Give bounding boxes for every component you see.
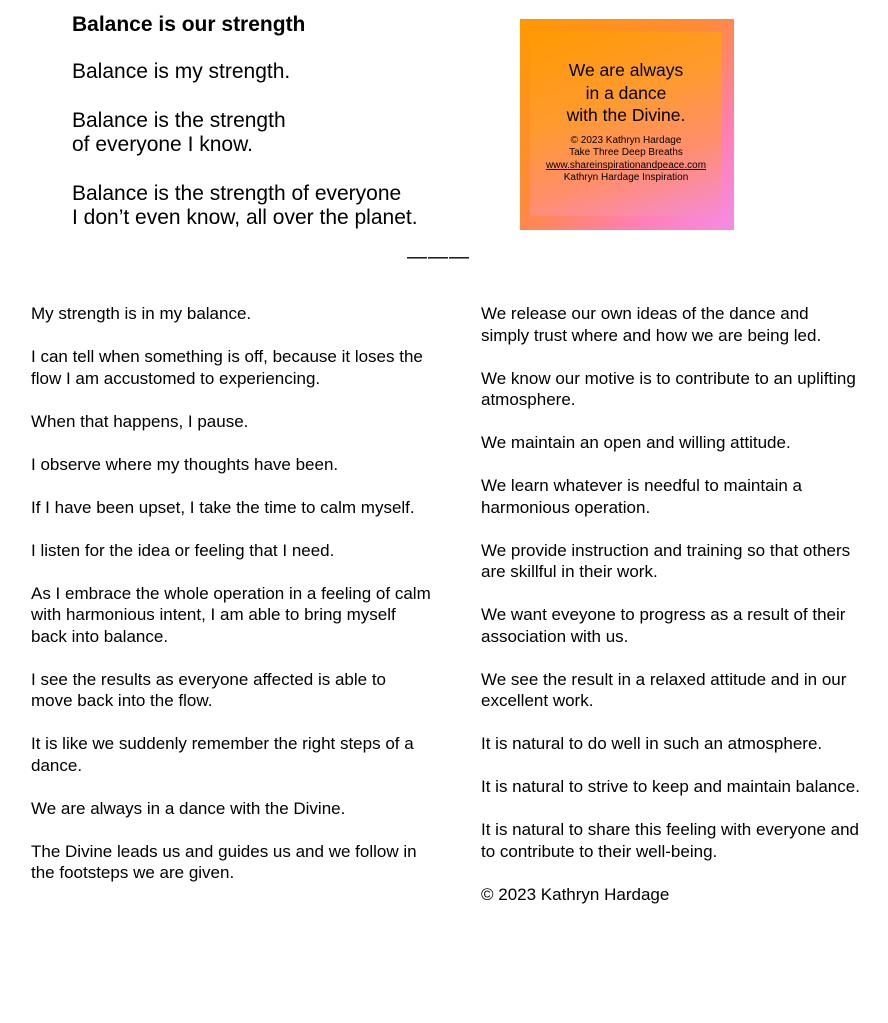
paragraph: We want eveyone to progress as a result of their association with us. [481, 605, 846, 646]
right-column [481, 303, 861, 927]
card-credits [530, 135, 722, 185]
paragraph: We provide instruction and training so that others are skillful in their work. [481, 540, 851, 581]
paragraph: It is natural to do well in such an atmosphere. [481, 734, 823, 753]
paragraph: We learn whatever is needful to maintain a harmonious operation. [481, 476, 802, 517]
card-quote: We are always in a dance with the Divine. [566, 60, 686, 125]
paragraph: When that happens, I pause. [31, 411, 249, 431]
paragraph: My strength is in my balance. [31, 304, 252, 323]
paragraph: As I embrace the whole operation in a feeling of calm with harmonious intent, I am able to bring myself back into balance. [31, 583, 431, 646]
card-signature: Kathryn Hardage Inspiration [563, 172, 689, 183]
paragraph: We maintain an open and willing attitude. [481, 433, 791, 452]
paragraph: We know our motive is to contribute to an uplifting atmosphere. [481, 368, 856, 409]
paragraph: We are always in a dance with the Divine. [31, 798, 346, 818]
paragraph: We release our own ideas of the dance and simply trust where and how we are being led. [481, 304, 822, 345]
poem-stanza: Balance is the strength of everyone I don’t even know, all over the planet. [72, 181, 418, 229]
section-divider: ——— [407, 246, 470, 268]
paragraph: It is natural to share this feeling with everyone and to contribute to their well-being. [481, 820, 859, 861]
poem [72, 60, 492, 255]
copyright-line: © 2023 Kathryn Hardage [481, 884, 670, 904]
quote-card-inner [530, 32, 722, 216]
paragraph: The Divine leads us and guides us and we follow in the footsteps we are given. [31, 841, 417, 882]
paragraph: If I have been upset, I take the time to calm myself. [31, 497, 415, 517]
card-url: www.shareinspirationandpeace.com [545, 159, 707, 171]
quote-card-image [520, 19, 734, 230]
paragraph: It is natural to strive to keep and maintain balance. [481, 777, 860, 796]
poem-stanza: Balance is the strength of everyone I know. [72, 108, 286, 156]
poem-stanza: Balance is my strength. [72, 60, 291, 83]
paragraph: I see the results as everyone affected is able to move back into the flow. [31, 669, 387, 710]
left-column [31, 303, 431, 905]
paragraph: We see the result in a relaxed attitude and in our excellent work. [481, 669, 847, 710]
paragraph: It is like we suddenly remember the right steps of a dance. [31, 734, 414, 775]
paragraph: I can tell when something is off, because it loses the flow I am accustomed to experiencing. [31, 347, 423, 388]
paragraph: I listen for the idea or feeling that I need. [31, 540, 335, 560]
card-copyright: © 2023 Kathryn Hardage [570, 134, 682, 146]
paragraph: I observe where my thoughts have been. [31, 454, 339, 474]
card-subtitle: Take Three Deep Breaths [569, 147, 683, 158]
page-title: Balance is our strength [72, 13, 306, 36]
